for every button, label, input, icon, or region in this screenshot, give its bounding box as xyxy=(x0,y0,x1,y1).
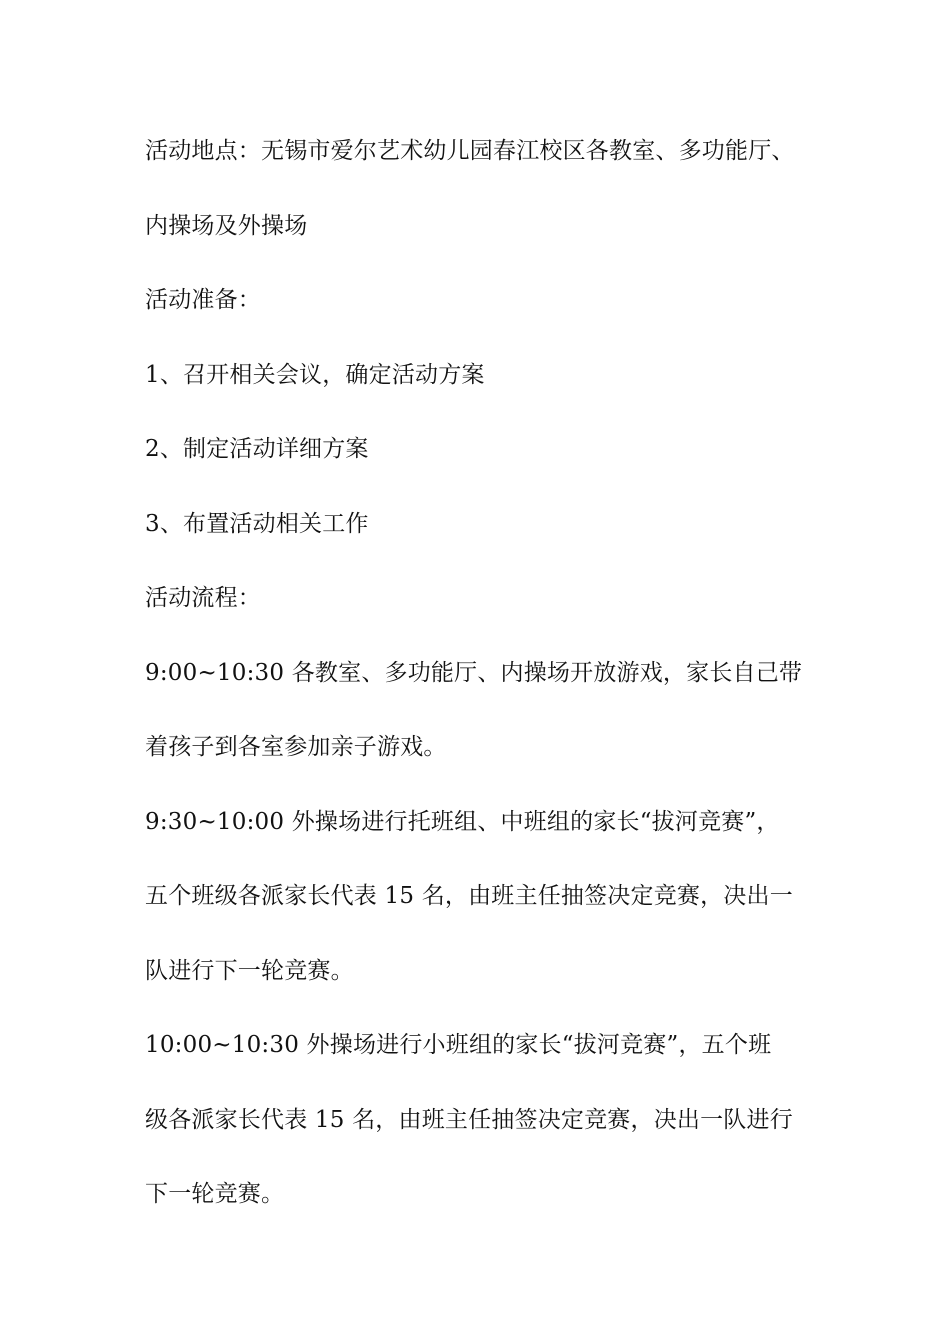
process-item-3: 10:00~10:30 外操场进行小班组的家长“拔河竞赛”，五个班 xyxy=(145,1032,772,1058)
process-item-2-continued: 队进行下一轮竞赛。 xyxy=(145,957,354,984)
process-item-3-continued: 下一轮竞赛。 xyxy=(145,1181,285,1207)
preparation-heading: 活动准备： xyxy=(145,287,261,313)
process-item-1: 9:00~10:30 各教室、多功能厅、内操场开放游戏，家长自己带 xyxy=(145,659,803,686)
process-item-2: 9:30~10:00 外操场进行托班组、中班组的家长“拔河竞赛”， xyxy=(145,808,780,835)
process-item-3-continued: 级各派家长代表 15 名，由班主任抽签决定竞赛，决出一队进行 xyxy=(145,1106,793,1133)
preparation-item-2: 2、制定活动详细方案 xyxy=(145,436,369,462)
process-heading: 活动流程： xyxy=(145,585,261,611)
activity-location-line: 活动地点：无锡市爱尔艺术幼儿园春江校区各教室、多功能厅、 xyxy=(145,138,795,164)
process-item-2-continued: 五个班级各派家长代表 15 名，由班主任抽签决定竞赛，决出一 xyxy=(145,883,793,909)
preparation-item-1: 1、召开相关会议，确定活动方案 xyxy=(145,361,485,388)
process-item-1-continued: 着孩子到各室参加亲子游戏。 xyxy=(145,734,447,760)
preparation-item-3: 3、布置活动相关工作 xyxy=(145,510,369,537)
activity-location-line-continued: 内操场及外操场 xyxy=(145,212,308,239)
document-body xyxy=(145,131,835,1249)
